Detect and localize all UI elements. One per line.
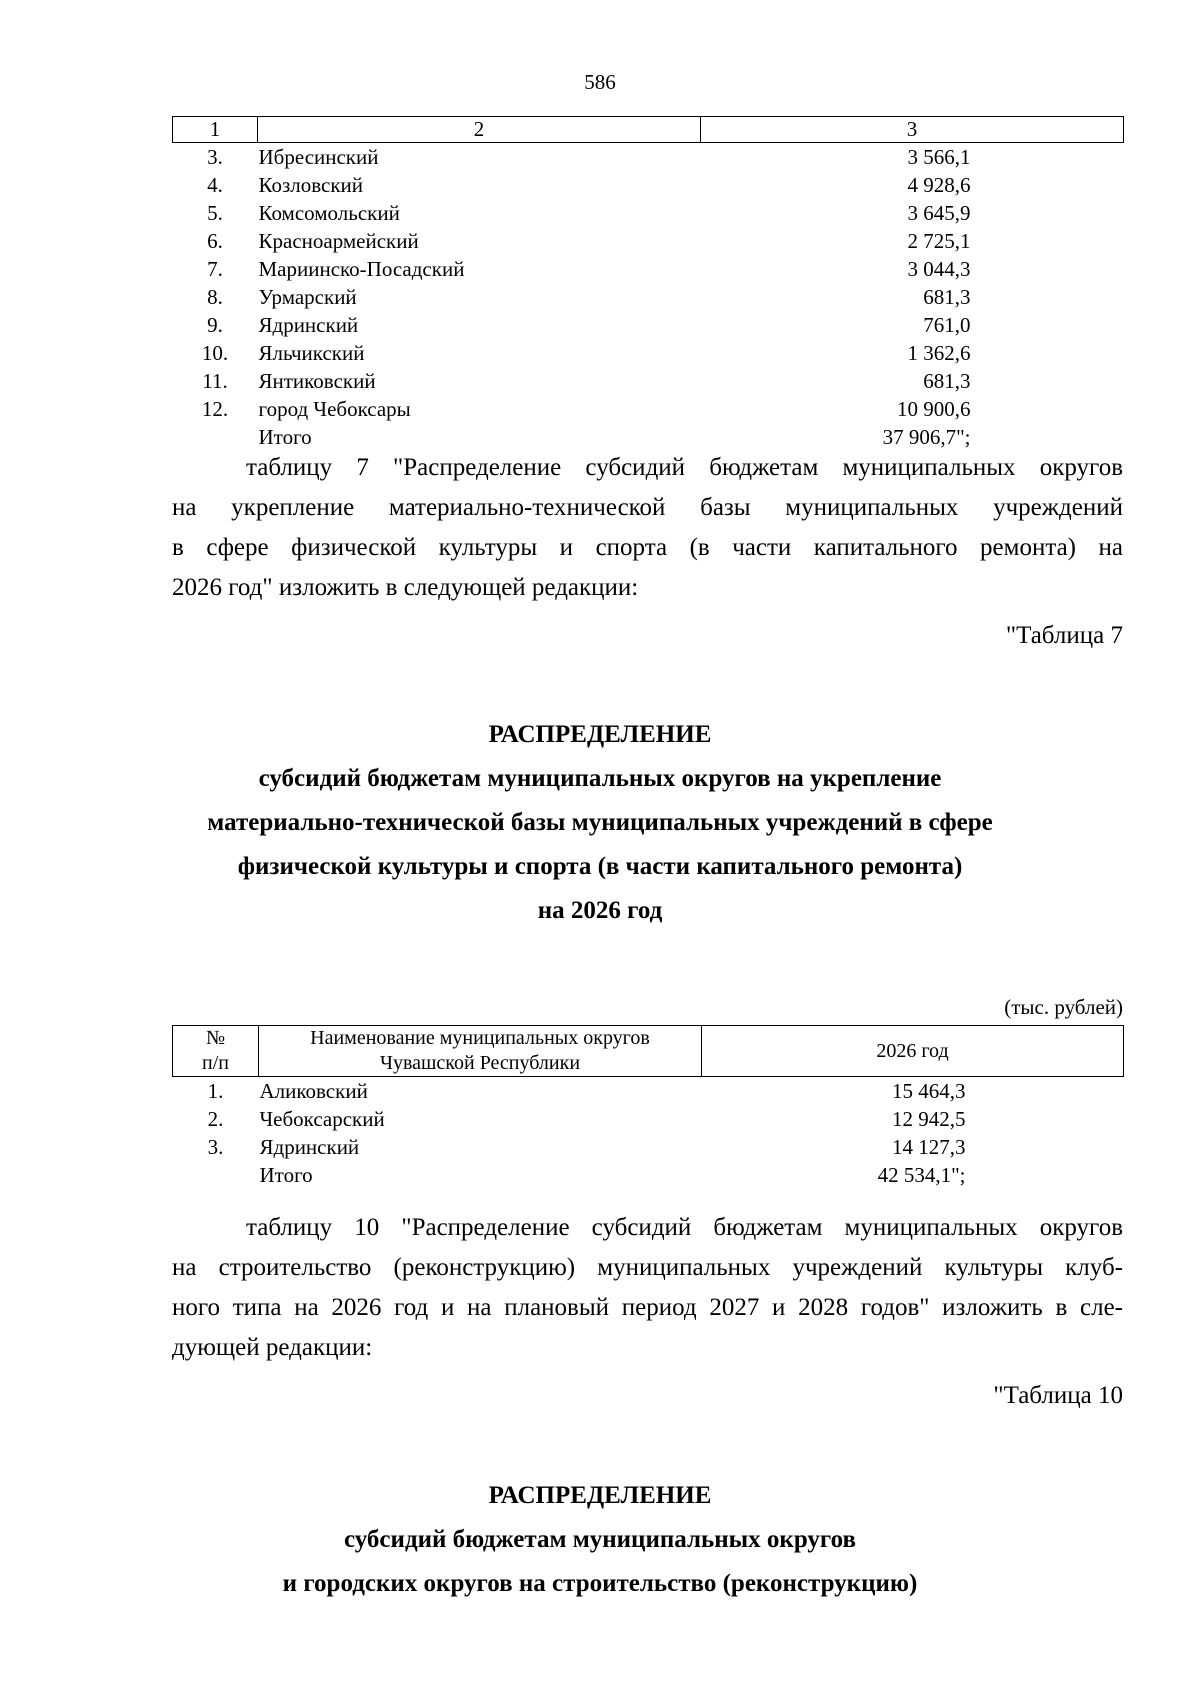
table-total-row	[173, 423, 1124, 451]
row-name: город Чебоксары	[258, 397, 411, 421]
total-value: 37 906,7";	[882, 425, 971, 449]
row-value: 681,3	[923, 369, 971, 393]
table-row	[173, 171, 1124, 199]
header-number	[173, 1026, 259, 1077]
row-number: 4.	[207, 173, 223, 197]
table-row	[173, 367, 1124, 395]
paragraph-line: ного типа на 2026 год и на плановый период 2027 и 2028 годов" изложить в сле-	[172, 1294, 1123, 1321]
row-number: 3.	[207, 1135, 224, 1159]
row-name: Янтиковский	[258, 369, 376, 393]
units-label: (тыс. рублей)	[1004, 995, 1123, 1019]
total-number	[173, 1161, 259, 1189]
paragraph-table-7	[172, 448, 1123, 608]
table-row	[173, 227, 1124, 255]
row-name: Комсомольский	[258, 201, 400, 225]
table-row	[173, 1077, 1124, 1106]
paragraph-line: таблицу 7 "Распределение субсидий бюджетам муниципальных округов	[246, 454, 1123, 481]
row-name: Мариинско-Посадский	[258, 257, 465, 281]
header-name-line-1: Наименование муниципальных округов	[310, 1027, 650, 1049]
table-row	[173, 1133, 1124, 1161]
row-number: 1.	[207, 1079, 224, 1103]
row-number: 7.	[207, 257, 223, 281]
row-value: 12 942,5	[892, 1107, 966, 1131]
row-name: Ядринский	[259, 1135, 360, 1159]
table-10-label: "Таблица 10	[993, 1382, 1123, 1409]
row-name: Ибресинский	[258, 145, 379, 169]
header-name-line-2: Чувашской Республики	[379, 1052, 581, 1074]
heading-title: РАСПРЕДЕЛЕНИЕ	[488, 721, 712, 748]
paragraph-line: в сфере физической культуры и спорта (в части капитального ремонта) на	[172, 534, 1123, 561]
row-number: 5.	[207, 201, 223, 225]
table-row	[173, 395, 1124, 423]
heading-line: на 2026 год	[537, 897, 663, 924]
table-header-row	[173, 1026, 1124, 1077]
table-continued	[172, 116, 1124, 451]
total-number	[173, 423, 258, 451]
heading-line: субсидий бюджетам муниципальных округов	[344, 1526, 856, 1553]
header-number-line-2: п/п	[202, 1052, 229, 1074]
table-row	[173, 143, 1124, 172]
paragraph-line: на строительство (реконструкцию) муниципальных учреждений культуры клуб-	[172, 1254, 1123, 1281]
row-value: 3 044,3	[907, 257, 971, 281]
heading-title: РАСПРЕДЕЛЕНИЕ	[488, 1482, 712, 1509]
paragraph-table-10	[172, 1208, 1123, 1368]
row-name: Аликовский	[259, 1079, 368, 1103]
paragraph-line: 2026 год" изложить в следующей редакции:	[172, 574, 639, 601]
row-name: Ядринский	[258, 313, 359, 337]
heading-line: материально-технической базы муниципальных учреждений в сфере	[207, 809, 993, 836]
row-number: 6.	[207, 229, 223, 253]
row-number: 11.	[202, 369, 228, 393]
paragraph-line: на укрепление материально-технической базы муниципальных учреждений	[172, 494, 1123, 521]
header-name	[259, 1026, 702, 1077]
table-header-row	[173, 117, 1124, 143]
row-number: 8.	[207, 285, 223, 309]
table-row	[173, 339, 1124, 367]
table-row	[173, 199, 1124, 227]
row-value: 15 464,3	[892, 1079, 966, 1103]
row-number: 3.	[207, 145, 223, 169]
row-value: 10 900,6	[897, 397, 971, 421]
table-row	[173, 255, 1124, 283]
heading-line: физической культуры и спорта (в части капитального ремонта)	[237, 853, 963, 880]
table-row	[173, 1105, 1124, 1133]
paragraph-line: таблицу 10 "Распределение субсидий бюджетам муниципальных округов	[246, 1214, 1123, 1241]
total-label: Итого	[259, 1163, 313, 1187]
header-col-1: 1	[173, 117, 258, 143]
table-row	[173, 283, 1124, 311]
row-name: Чебоксарский	[259, 1107, 385, 1131]
row-value: 681,3	[923, 285, 971, 309]
row-number: 9.	[207, 313, 223, 337]
heading-line: и городских округов на строительство (реконструкцию)	[282, 1570, 918, 1597]
header-col-2: 2	[258, 117, 701, 143]
row-name: Козловский	[258, 173, 364, 197]
table-row	[173, 311, 1124, 339]
header-number-line-1: №	[205, 1027, 226, 1049]
row-value: 4 928,6	[907, 173, 971, 197]
table-7-heading	[0, 713, 1200, 933]
total-label: Итого	[258, 425, 312, 449]
header-year: 2026 год	[702, 1026, 1124, 1077]
row-value: 1 362,6	[907, 341, 971, 365]
row-value: 2 725,1	[907, 229, 971, 253]
table-total-row	[173, 1161, 1124, 1189]
row-number: 12.	[201, 397, 229, 421]
header-col-3: 3	[701, 117, 1124, 143]
row-number: 2.	[207, 1107, 224, 1131]
row-value: 3 566,1	[907, 145, 971, 169]
total-value: 42 534,1";	[877, 1163, 966, 1187]
row-number: 10.	[201, 341, 229, 365]
row-value: 3 645,9	[907, 201, 971, 225]
page-number: 586	[584, 70, 616, 94]
table-7	[172, 1025, 1124, 1189]
row-value: 14 127,3	[892, 1135, 966, 1159]
heading-line: субсидий бюджетам муниципальных округов на укрепление	[258, 765, 942, 792]
table-7-label: "Таблица 7	[1005, 622, 1123, 649]
row-name: Красноармейский	[258, 229, 419, 253]
paragraph-line: дующей редакции:	[172, 1334, 373, 1361]
row-value: 761,0	[923, 313, 971, 337]
table-10-heading	[0, 1474, 1200, 1606]
row-name: Урмарский	[258, 285, 357, 309]
row-name: Яльчикский	[258, 341, 365, 365]
